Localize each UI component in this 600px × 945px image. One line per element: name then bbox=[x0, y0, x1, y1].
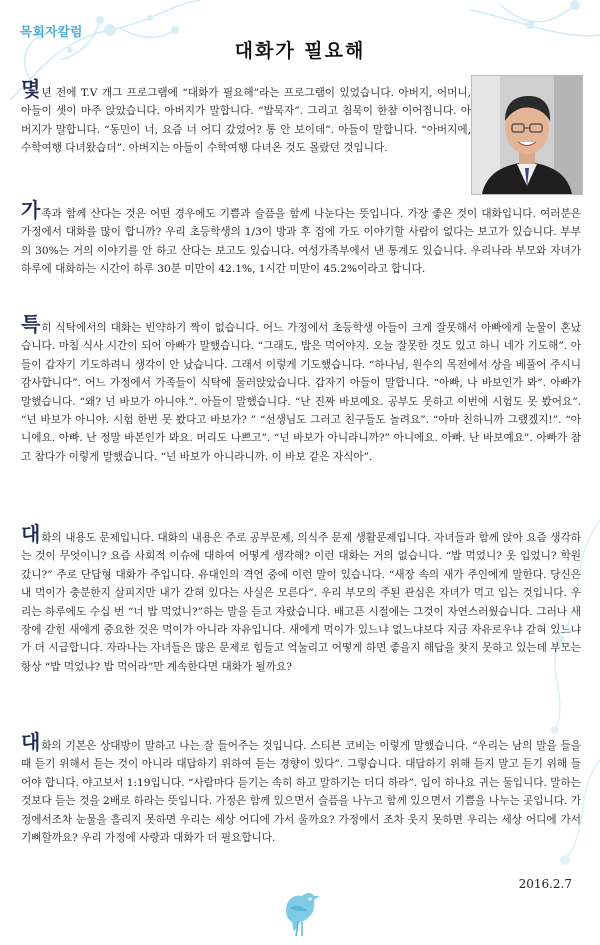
paragraph-2-text: 족과 함께 산다는 것은 어떤 경우에도 기쁨과 슬픔을 함께 나눈다는 뜻입니다. 가장 좋은 것이 대화입니다. 여러분은 가정에서 대화를 많이 합니까? 우리 초등학생의 1/3이 방과 후 집에 가도 이야기할 사람이 없다는 보고가 있습니다. 부부의 30%는 거의 이야기를 안 하고 산다는 보고도 있습니다. 여성가족부에서 낸 통계도 있습니다. 우리나라 부모와 자녀가 하루에 대화하는 시간이 하루 30분 미만이 42.1%, 1시간 미만이 45.2%이라고 합니다. bbox=[21, 208, 581, 276]
paragraph-4 bbox=[21, 522, 581, 676]
paragraph-1-text: 년 전에 T.V 개그 프로그램에 “대화가 필요해”라는 프로그램이 있었습니다. 아버지, 어머니, 아들이 셋이 마주 앉았습니다. 아버지가 말합니다. “밥묵자”. 그리고 침묵이 한참 이어집니다. 아버지가 말합니다. “동민이 너, 요즘 너 어디 갔었어? 통 안 보이데”. 아들이 말합니다. “아버지에, 수학여행 다녀왔습더”. 아버지는 아들이 수학여행 다녀온 것도 몰랐던 것입니다. bbox=[21, 87, 471, 155]
paragraph-3-text: 히 식탁에서의 대화는 빈약하기 짝이 없습니다. 어느 가정에서 초등학생 아들이 크게 잘못해서 아빠에게 눈물이 혼났습니다. 마침 식사 시간이 되어 아빠가 말했습니다. “그래도, 밥은 먹어야지. 오늘 잘못한 것도 있고 하니 네가 기도해”. 아들이 갑자기 기도하려니 생각이 안 났습니다. 그래서 이렇게 기도했습니다. “하나님, 원수의 목전에서 상을 베풀어 주시니 감사합니다”. 어느 가정에서 가족들이 식탁에 둘러앉았습니다. 갑자기 아들이 말합니다. “아빠, 나 바보인가 봐”. 아빠가 말했습니다. “왜? 넌 바보가 아니야.”. 아들이 말했습니다. “난 진짜 바보예요. 공부도 못하고 이번에 시험도 못 봤어요”. “넌 바보가 아니야. 시험 한번 못 봤다고 바보가? ” “선생님도 그러고 친구들도 놀려요”. “아마 친하니까 그랬겠지!”. “아니에요. 아빠. 난 정말 바본인가 봐요. 머리도 나쁘고”. “넌 바보가 아니라니까?” 아니에요. 아빠. 난 바보예요”. 아빠가 참고 참다가 이렇게 말했습니다. “넌 바보가 아니라니까. 이 바보 같은 자식아”. bbox=[21, 322, 581, 463]
paragraph-1 bbox=[21, 77, 471, 158]
paragraph-5 bbox=[21, 730, 581, 847]
paragraph-4-text: 화의 내용도 문제입니다. 대화의 내용은 주로 공부문제, 의식주 문제 생활문제입니다. 자녀들과 함께 앉아 요즘 생각하는 것이 무엇이니? 요즘 사회적 이슈에 대하여 어떻게 생각해? 이런 대화는 거의 없습니다. “밥 먹었니? 옷 입었니? 학원 갔니?” 주로 단답형 대화가 주입니다. 유대인의 격언 중에 이런 말이 있습니다. “새장 속의 새가 주인에게 말한다. 당신은 내 먹이가 충분한지 살피지만 내가 갇혀 있다는 사실은 모른다”. 우리 부모의 주된 관심은 자녀가 먹고 입는 것입니다. 우리는 하루에도 수십 번 “너 밥 먹었니?”하는 말을 듣고 자랐습니다. 배고픈 시절에는 그것이 자연스러웠습니다. 그러나 새장에 갇힌 새에게 중요한 것은 먹이가 아니라 자유입니다. 새에게 먹이가 있느냐 없느냐보다 지금 자유로우냐 갇혀 있느냐가 더 시급합니다. 자라나는 자녀들은 많은 문제로 힘들고 억눌리고 어떻게 하면 좋을지 해답을 찾지 못하고 있는데 부모는 항상 “밥 먹었냐? 밥 먹어라”만 계속한다면 대화가 될까요? bbox=[21, 532, 581, 673]
paragraph-5-text: 화의 기본은 상대방이 말하고 나는 잘 들어주는 것입니다. 스티븐 코비는 이렇게 말했습니다. “우리는 남의 말을 들을 때 듣기 위해서 듣는 것이 아니라 대답하기 위하여 듣는 경향이 있다”. 그렇습니다. 대답하기 위해 듣지 말고 듣기 위해 들어야 합니다. 야고보서 1:19입니다. “사람마다 듣기는 속히 하고 말하기는 더디 하라”. 입이 하나요 귀는 둘입니다. 말하는 것보다 듣는 것을 2배로 하라는 뜻입니다. 가정은 함께 있으면서 슬픔을 나누고 함께 있으면서 기쁨을 나누는 곳입니다. 가정에서조차 눈물을 흘리지 못하면 우리는 세상 어디에 가서 울까요? 가정에서 조차 웃지 못하면 우리는 세상 어디에 가서 기뻐할까요? 우리 가정에 사랑과 대화가 더 필요합니다. bbox=[21, 740, 581, 845]
paragraph-3 bbox=[21, 312, 581, 466]
paragraph-2 bbox=[21, 198, 581, 279]
dropcap-5: 대 bbox=[21, 730, 41, 754]
dropcap-2: 가 bbox=[21, 198, 41, 222]
publish-date: 2016.2.7 bbox=[518, 877, 572, 891]
author-photo bbox=[471, 75, 583, 195]
dropcap-4: 대 bbox=[21, 522, 41, 546]
dropcap-3: 특 bbox=[21, 312, 41, 336]
column-label: 목회자칼럼 bbox=[20, 24, 83, 39]
portrait-icon bbox=[472, 76, 582, 194]
bird-icon bbox=[272, 880, 330, 938]
dropcap-1: 몇 bbox=[21, 77, 41, 101]
page-title: 대화가 필요해 bbox=[234, 40, 366, 62]
